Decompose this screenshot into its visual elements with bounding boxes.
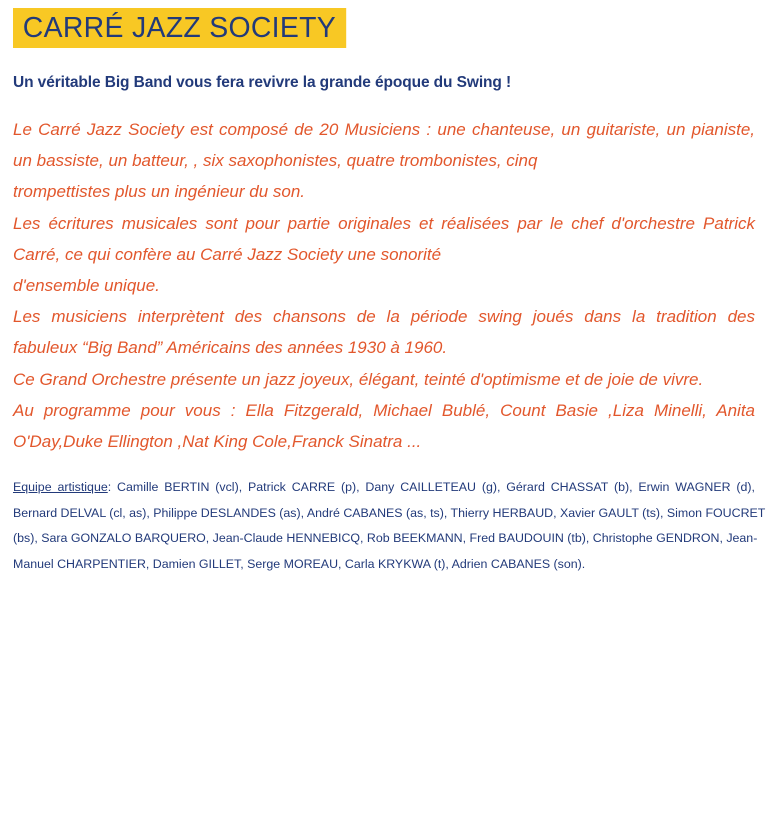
description-line: O'Day,Duke Ellington ,Nat King Cole,Franck Sinatra ... [13,432,422,452]
credits [13,475,766,577]
description-line: Les écritures musicales sont pour partie originales et réalisées par le chef d'orchestre Patrick [13,213,755,233]
description-line: fabuleux “Big Band” Américains des années 1930 à 1960. [13,338,448,358]
description-line: d'ensemble unique. [13,276,160,296]
description-line: Au programme pour vous : Ella Fitzgerald, Michael Bublé, Count Basie ,Liza Minelli, Anita [13,400,755,420]
team-label: Equipe artistique [13,480,108,495]
description-line: trompettistes plus un ingénieur du son. [13,182,306,202]
credits-text: : Camille BERTIN (vcl), Patrick CARRE (p), Dany CAILLETEAU (g), Gérard CHASSAT (b), Erwin WAGNER (d), [107,480,755,495]
title-wrap [13,8,755,48]
credits-row: Bernard DELVAL (cl, as), Philippe DESLANDES (as), André CABANES (as, ts), Thierry HERBAUD, Xavier GAULT (ts), Simon FOUCRET [13,505,766,520]
description-line: Ce Grand Orchestre présente un jazz joyeux, élégant, teinté d'optimisme et de joie de vivre. [13,369,704,389]
credits-row: Manuel CHARPENTIER, Damien GILLET, Serge MOREAU, Carla KRYKWA (t), Adrien CABANES (son). [13,557,586,572]
description-line: un bassiste, un batteur, , six saxophonistes, quatre trombonistes, cinq [13,151,538,171]
description-line: Les musiciens interprètent des chansons de la période swing joués dans la tradition des [13,307,755,327]
description-line: Carré, ce qui confère au Carré Jazz Society une sonorité [13,244,442,264]
description [13,114,755,457]
subtitle: Un véritable Big Band vous fera revivre la grande époque du Swing ! [13,74,512,91]
credits-row [13,475,755,501]
credits-row: (bs), Sara GONZALO BARQUERO, Jean-Claude HENNEBICQ, Rob BEEKMANN, Fred BAUDOUIN (tb), Christophe GENDRON, Jean- [13,531,758,546]
description-line: Le Carré Jazz Society est composé de 20 Musiciens : une chanteuse, un guitariste, un pianiste, [13,120,755,139]
page-title: CARRÉ JAZZ SOCIETY [13,8,346,48]
